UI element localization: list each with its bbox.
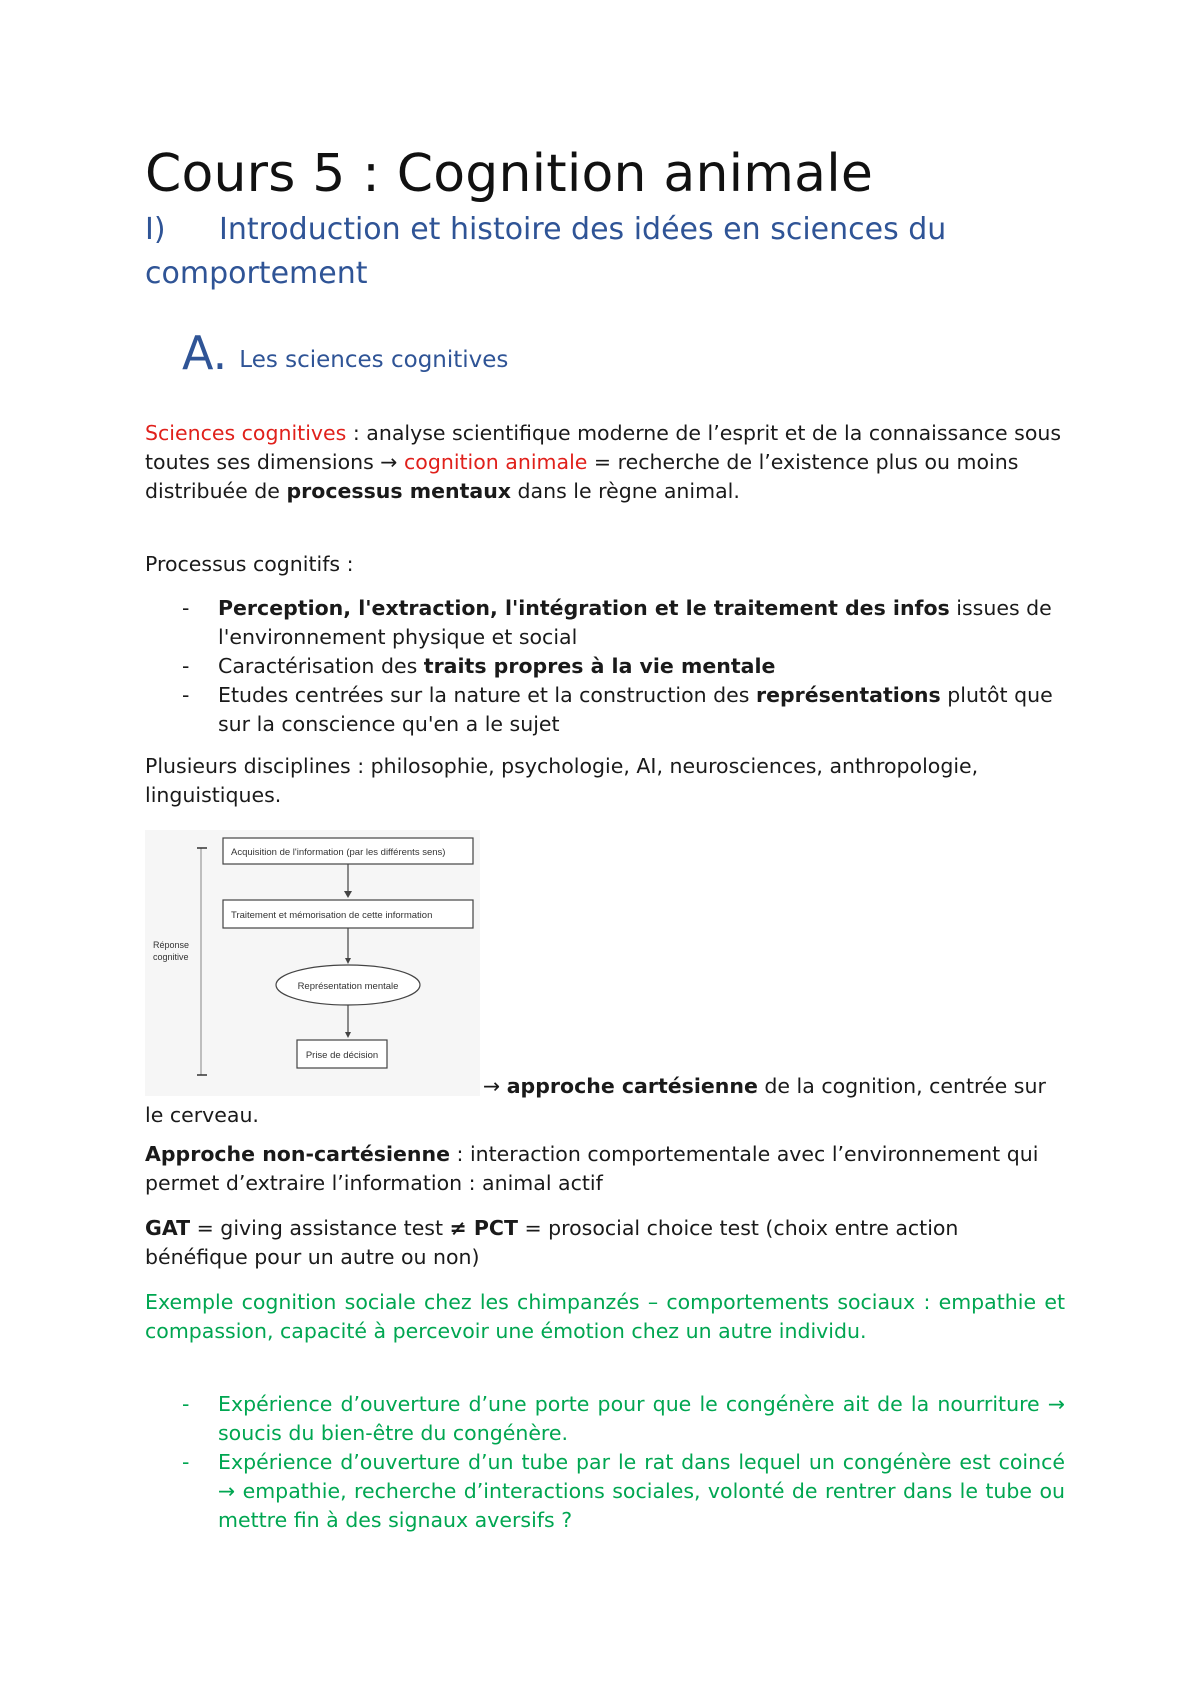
list-item	[145, 1448, 1065, 1535]
side-label-2: cognitive	[153, 952, 189, 962]
term-processus-mentaux: processus mentaux	[286, 479, 512, 503]
box-acquisition-label: Acquisition de l'information (par les différents sens)	[231, 847, 446, 858]
list-item	[145, 652, 1065, 681]
list-item-text: Expérience d’ouverture d’un tube par le rat dans lequel un congénère est coincé → empathie, recherche d’interactions sociales, volonté de rentrer dans le tube ou mettre fin à des signaux aversifs ?	[218, 1450, 1065, 1532]
gat-text: = giving assistance test	[190, 1216, 450, 1240]
list-item-text: Expérience d’ouverture d’une porte pour que le congénère ait de la nourriture → soucis du bien-être du congénère.	[218, 1392, 1065, 1445]
bullet-dash: -	[182, 1450, 190, 1474]
gat-paragraph	[145, 1214, 1065, 1272]
box-traitement-label: Traitement et mémorisation de cette information	[231, 910, 433, 921]
list-item	[145, 594, 1065, 652]
term-gat: GAT	[145, 1216, 191, 1240]
bullet-dash: -	[182, 596, 190, 620]
ellipse-label: Représentation mentale	[297, 981, 399, 992]
definition-text-3: dans le règne animal.	[511, 479, 740, 503]
processus-label: Processus cognitifs :	[145, 552, 354, 576]
cognitive-process-list	[145, 594, 1065, 739]
section-heading-1	[145, 208, 1075, 296]
side-label-1: Réponse	[153, 940, 190, 950]
definition-paragraph	[145, 419, 1065, 506]
list-item-text: issues de l'environnement physique et social	[218, 596, 1052, 649]
definition-text-2: = recherche de l’existence plus ou moins distribuée de	[145, 450, 1019, 503]
term-approche-cartesienne: approche cartésienne	[506, 1074, 758, 1098]
list-item-text: Caractérisation des	[218, 654, 424, 678]
term-pct: PCT	[466, 1216, 518, 1240]
arrow-glyph: →	[483, 1074, 507, 1098]
subsection-heading-a	[182, 326, 508, 380]
bullet-dash: -	[182, 683, 190, 707]
term-cognition-animale: cognition animale	[404, 450, 588, 474]
list-item-text: Etudes centrées sur la nature et la construction des	[218, 683, 756, 707]
non-cartesian-text: : interaction comportementale avec l’environnement qui permet d’extraire l’information : animal actif	[145, 1142, 1039, 1195]
box-decision-label: Prise de décision	[305, 1050, 379, 1061]
cartesian-paragraph	[145, 1072, 1065, 1130]
list-item-text: plutôt que sur la conscience qu'en a le sujet	[218, 683, 1053, 736]
diagram-svg	[145, 830, 480, 1096]
term-approche-non-cartesienne: Approche non-cartésienne	[145, 1142, 450, 1166]
disciplines-paragraph: Plusieurs disciplines : philosophie, psychologie, AI, neurosciences, anthropologie, linguistiques.	[145, 754, 979, 807]
section-title: Introduction et histoire des idées en sciences du comportement	[145, 212, 947, 291]
not-equal-symbol: ≠	[449, 1216, 467, 1240]
example-paragraph: Exemple cognition sociale chez les chimpanzés – comportements sociaux : empathie et compassion, capacité à percevoir une émotion chez un autre individu.	[145, 1290, 1065, 1343]
term-sciences-cognitives: Sciences cognitives	[145, 421, 347, 445]
pct-text: = prosocial choice test (choix entre action bénéfique pour un autre ou non)	[145, 1216, 959, 1269]
list-item	[145, 681, 1065, 739]
list-item-bold: traits propres à la vie mentale	[423, 654, 776, 678]
list-item-bold: Perception, l'extraction, l'intégration et le traitement des infos	[218, 596, 950, 620]
section-number: I)	[145, 212, 166, 247]
page-title: Cours 5 : Cognition animale	[145, 144, 874, 204]
bullet-dash: -	[182, 1392, 190, 1416]
experiment-list	[145, 1390, 1065, 1535]
cartesian-text: de la cognition, centrée sur le cerveau.	[145, 1074, 1046, 1127]
subsection-letter: A.	[182, 326, 228, 380]
non-cartesian-paragraph	[145, 1140, 1065, 1198]
subsection-title: Les sciences cognitives	[239, 347, 509, 373]
bullet-dash: -	[182, 654, 190, 678]
definition-text: : analyse scientifique moderne de l’esprit et de la connaissance sous toutes ses dimensions →	[145, 421, 1062, 474]
cognition-diagram	[145, 830, 480, 1096]
list-item-bold: représentations	[755, 683, 941, 707]
list-item	[145, 1390, 1065, 1448]
